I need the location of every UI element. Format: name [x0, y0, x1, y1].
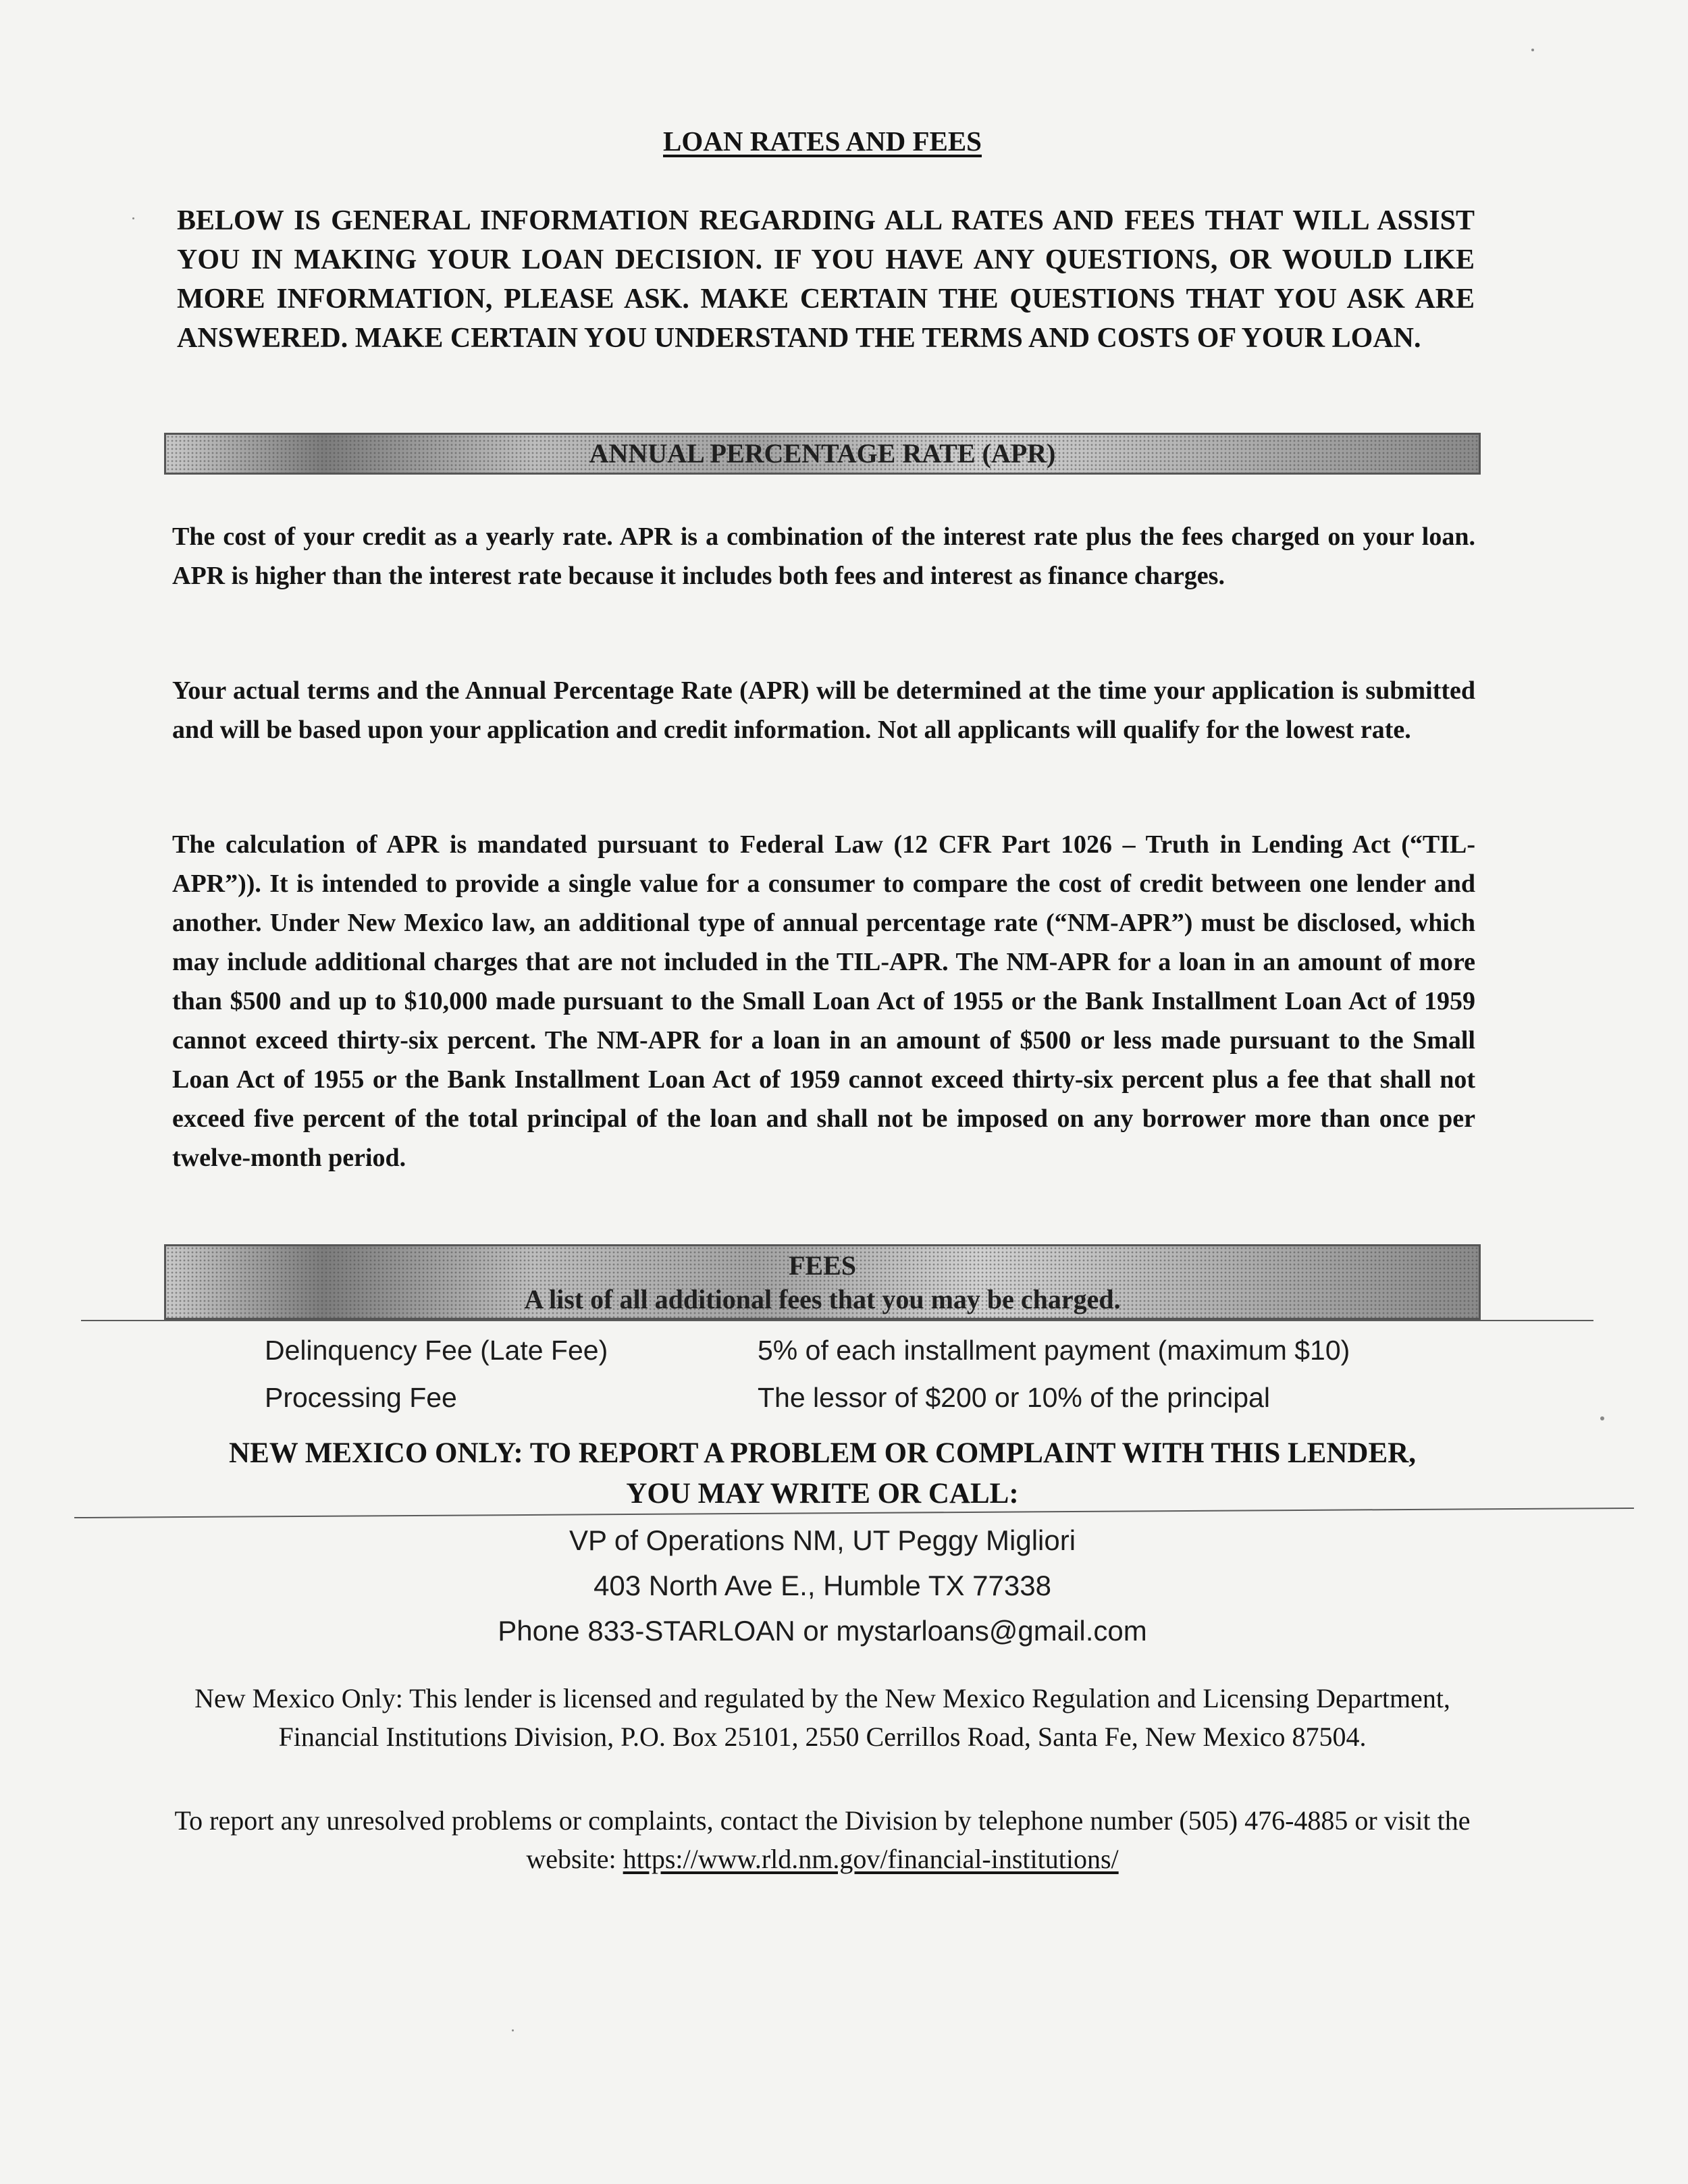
page-title: LOAN RATES AND FEES	[663, 126, 982, 157]
contact-address: 403 North Ave E., Humble TX 77338	[594, 1570, 1051, 1601]
contact-phone-email: Phone 833-STARLOAN or mystarloans@gmail.com	[498, 1615, 1147, 1647]
intro-notice: BELOW IS GENERAL INFORMATION REGARDING ALL RATES AND FEES THAT WILL ASSIST YOU IN MAKING YOUR LOAN DECISION. IF YOU HAVE ANY QUESTIONS, OR WOULD LIKE MORE INFORMATION, PLEASE ASK. MAKE CERTAIN THE QUESTIONS THAT YOU ASK ARE ANSWERED. MAKE CERTAIN YOU UNDERSTAND THE TERMS AND COSTS OF YOUR LOAN.	[177, 205, 1475, 354]
fees-heading: FEES	[788, 1250, 857, 1281]
scan-speck	[132, 217, 134, 219]
fee-value: The lessor of $200 or 10% of the principal	[758, 1382, 1270, 1413]
complaint-heading	[0, 1433, 1645, 1514]
apr-paragraph-2: Your actual terms and the Annual Percentage Rate (APR) will be determined at the time your application is submitted and will be based upon your application and credit information. Not all applicants will qualify for the lowest rate.	[172, 676, 1475, 744]
table-row	[265, 1327, 1350, 1374]
fee-value: 5% of each installment payment (maximum $10)	[758, 1335, 1350, 1366]
divider-line	[81, 1320, 1593, 1321]
fee-name: Processing Fee	[265, 1382, 457, 1413]
complaint-heading-line-1: NEW MEXICO ONLY: TO REPORT A PROBLEM OR COMPLAINT WITH THIS LENDER,	[229, 1437, 1416, 1469]
fees-subheading: A list of all additional fees that you may be charged.	[524, 1284, 1121, 1314]
contact-name: VP of Operations NM, UT Peggy Migliori	[569, 1524, 1076, 1556]
scan-speck	[1531, 49, 1534, 51]
fees-section-header	[164, 1244, 1481, 1320]
apr-section-header	[164, 433, 1481, 475]
scan-speck	[512, 2029, 514, 2031]
complaint-heading-line-2: YOU MAY WRITE OR CALL:	[626, 1478, 1019, 1510]
division-website-link[interactable]: https://www.rld.nm.gov/financial-institutions/	[623, 1844, 1119, 1874]
licensing-notice: New Mexico Only: This lender is licensed and regulated by the New Mexico Regulation and Licensing Department, Financial Institutions Division, P.O. Box 25101, 2550 Cerrillos Road, Santa Fe, New Mexico 87504.	[194, 1683, 1450, 1752]
table-row	[265, 1374, 1350, 1421]
apr-paragraph-3: The calculation of APR is mandated pursuant to Federal Law (12 CFR Part 1026 – Truth in Lending Act (“TIL-APR”)). It is intended to provide a single value for a consumer to compare the cost of credit between one lender and another. Under New Mexico law, an additional type of annual percentage rate (“NM-APR”) must be disclosed, which may include additional charges that are not included in the TIL-APR. The NM-APR for a loan in an amount of more than $500 and up to $10,000 made pursuant to the Small Loan Act of 1955 or the Bank Installment Loan Act of 1959 cannot exceed thirty-six percent. The NM-APR for a loan in an amount of $500 or less made pursuant to the Small Loan Act of 1955 or the Bank Installment Loan Act of 1959 cannot exceed thirty-six percent plus a fee that shall not exceed five percent of the total principal of the loan and shall not be imposed on any borrower more than once per twelve-month period.	[172, 830, 1475, 1172]
fees-table	[265, 1327, 1350, 1421]
lender-contact	[0, 1518, 1645, 1653]
scan-speck	[1600, 1416, 1604, 1420]
apr-heading: ANNUAL PERCENTAGE RATE (APR)	[589, 438, 1056, 469]
fee-name: Delinquency Fee (Late Fee)	[265, 1335, 608, 1366]
division-contact-notice	[169, 1801, 1476, 1878]
division-contact-text: To report any unresolved problems or complaints, contact the Division by telephone number (505) 476-4885 or visit the website:	[174, 1805, 1471, 1874]
apr-paragraph-1: The cost of your credit as a yearly rate. APR is a combination of the interest rate plus the fees charged on your loan. APR is higher than the interest rate because it includes both fees and interest as finance charges.	[172, 523, 1475, 590]
